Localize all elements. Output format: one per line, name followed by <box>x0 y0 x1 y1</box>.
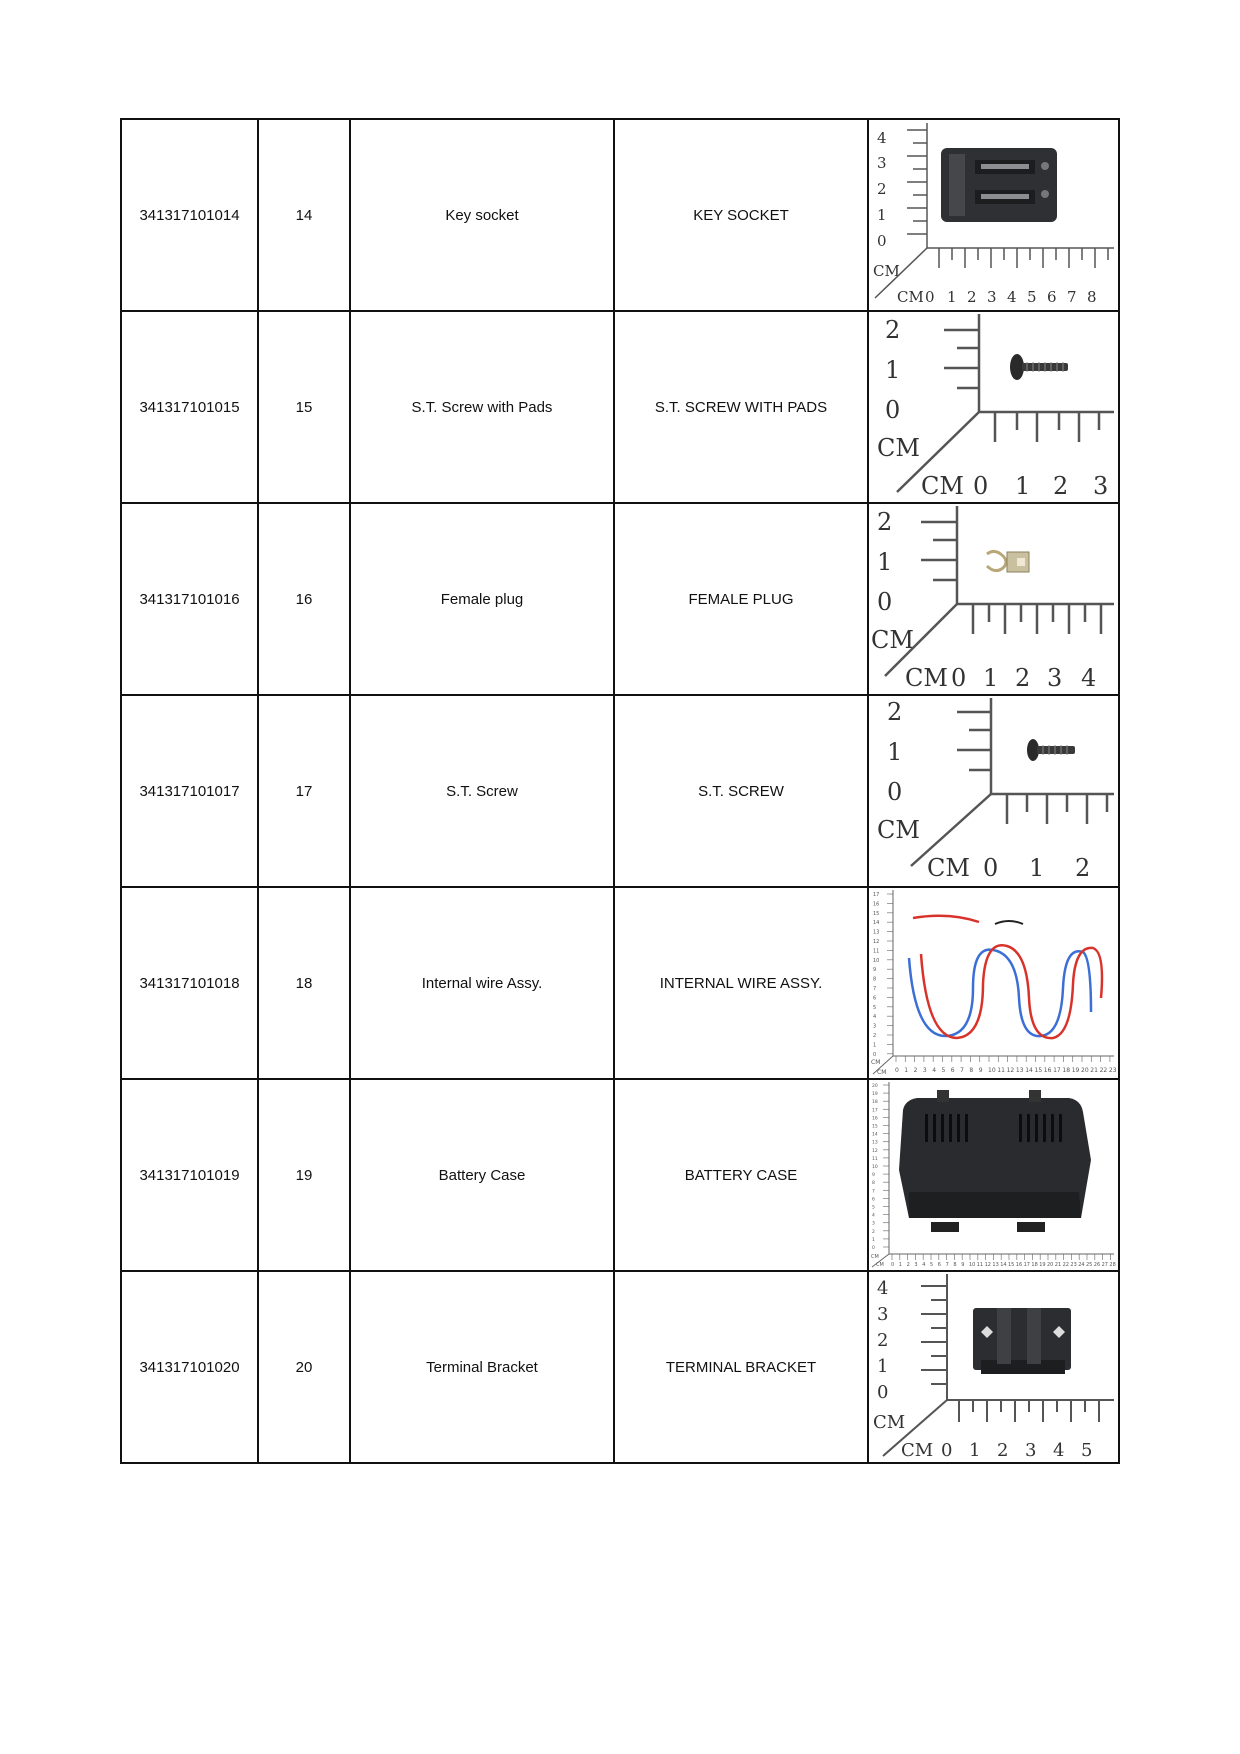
scale-label-x: 6 <box>937 1262 941 1268</box>
scale-label-x: 3 <box>1093 472 1109 500</box>
scale-label-x: 13 <box>992 1262 999 1268</box>
scale-label-y: 11 <box>873 948 880 955</box>
part-name: S.T. Screw with Pads <box>350 311 614 503</box>
scale-label-y: 13 <box>872 1140 878 1146</box>
scale-label-x: 10 <box>988 1067 996 1074</box>
scale-label-x: 14 <box>1025 1067 1033 1074</box>
scale-label-y: 2 <box>872 1229 875 1235</box>
scale-label-x: 2 <box>1015 664 1031 692</box>
scale-label-y: 0 <box>885 396 901 424</box>
table-row <box>121 503 1119 695</box>
scale-label-y: 8 <box>873 976 877 983</box>
scale-label-y: 0 <box>877 1382 889 1403</box>
table-row <box>121 695 1119 887</box>
scale-label-x: 1 <box>898 1262 902 1268</box>
part-name: Battery Case <box>350 1079 614 1271</box>
part-photo-cell <box>868 887 1119 1079</box>
scale-label-x: 28 <box>1109 1262 1116 1268</box>
scale-label-x: 3 <box>1047 664 1063 692</box>
scale-label-y: 6 <box>873 995 877 1002</box>
scale-label-y: 9 <box>873 967 877 974</box>
scale-label-y: 2 <box>877 508 893 536</box>
scale-label-y: 0 <box>872 1246 875 1251</box>
scale-unit-label: CM <box>873 1412 906 1433</box>
wire-part <box>909 916 1102 1038</box>
scale-label-x: 2 <box>906 1262 910 1268</box>
scale-label-y: 7 <box>872 1189 875 1195</box>
ruler <box>885 506 1114 676</box>
battery-case-photo <box>869 1080 1118 1270</box>
scale-label-x: 0 <box>973 472 989 500</box>
table-row <box>121 1079 1119 1271</box>
part-name-upper: TERMINAL BRACKET <box>614 1271 868 1463</box>
scale-unit-label: CM <box>873 262 900 280</box>
part-number: 16 <box>258 503 350 695</box>
scale-label-y: 9 <box>872 1173 875 1179</box>
terminal-bracket-part <box>973 1308 1071 1374</box>
scale-label-x: 21 <box>1090 1067 1098 1074</box>
part-name: Terminal Bracket <box>350 1271 614 1463</box>
scale-label-x: 9 <box>961 1262 965 1268</box>
part-name: Female plug <box>350 503 614 695</box>
scale-label-y: 3 <box>872 1221 875 1227</box>
scale-unit-label: CM <box>877 1069 887 1076</box>
scale-label-y: 3 <box>877 1304 889 1325</box>
scale-label-x: 7 <box>1067 288 1077 306</box>
scale-label-x: 0 <box>951 664 967 692</box>
scale-label-y: 1 <box>872 1237 875 1243</box>
part-name: Key socket <box>350 119 614 311</box>
scale-label-x: 18 <box>1031 1262 1038 1268</box>
scale-label-x: 10 <box>969 1262 976 1268</box>
ruler <box>911 698 1114 866</box>
scale-label-x: 23 <box>1070 1262 1077 1268</box>
scale-label-y: 19 <box>872 1092 878 1098</box>
scale-label-x: 19 <box>1071 1067 1080 1074</box>
st-screw-with-pads-photo <box>869 312 1118 502</box>
scale-label-y: 3 <box>873 1023 877 1030</box>
scale-label-x: 13 <box>1015 1067 1024 1074</box>
scale-label-x: 1 <box>969 1440 981 1461</box>
scale-unit-label: CM <box>897 288 924 306</box>
scale-label-x: 2 <box>997 1440 1009 1461</box>
female-plug-photo <box>869 504 1118 694</box>
scale-label-x: 5 <box>1081 1440 1093 1461</box>
scale-label-x: 23 <box>1108 1067 1117 1074</box>
scale-label-x: 12 <box>984 1262 991 1268</box>
scale-label-y: 0 <box>877 232 887 250</box>
key-socket-part <box>941 148 1057 222</box>
scale-unit-label: CM <box>905 664 948 692</box>
scale-label-x: 8 <box>953 1262 957 1268</box>
scale-label-y: 5 <box>873 1004 877 1011</box>
scale-label-y: 4 <box>873 1014 877 1021</box>
part-code: 341317101017 <box>121 695 258 887</box>
scale-label-y: 13 <box>873 929 880 936</box>
part-photo-cell <box>868 695 1119 887</box>
scale-label-y: 2 <box>885 316 901 344</box>
part-number: 19 <box>258 1079 350 1271</box>
scale-label-y: 12 <box>872 1148 878 1154</box>
scale-label-x: 4 <box>922 1262 926 1268</box>
scale-label-x: 3 <box>987 288 997 306</box>
scale-label-y: 7 <box>873 986 877 992</box>
scale-label-x: 1 <box>1029 854 1045 882</box>
scale-label-x: 5 <box>941 1067 946 1074</box>
screw-part <box>1027 739 1075 761</box>
scale-label-x: 0 <box>925 288 935 306</box>
scale-label-x: 4 <box>1007 288 1017 306</box>
terminal-bracket-photo <box>869 1272 1118 1462</box>
scale-unit-label: CM <box>877 816 920 844</box>
scale-unit-label: CM <box>871 1059 881 1066</box>
scale-label-x: 24 <box>1078 1262 1085 1268</box>
scale-label-y: 6 <box>872 1197 875 1203</box>
scale-label-x: 1 <box>1015 472 1031 500</box>
scale-label-x: 22 <box>1099 1067 1108 1074</box>
scale-label-y: 16 <box>872 1116 878 1122</box>
part-code: 341317101014 <box>121 119 258 311</box>
part-number: 20 <box>258 1271 350 1463</box>
scale-label-x: 5 <box>1027 288 1037 306</box>
part-name-upper: FEMALE PLUG <box>614 503 868 695</box>
scale-label-x: 11 <box>997 1067 1005 1074</box>
scale-label-x: 25 <box>1086 1262 1093 1268</box>
scale-label-x: 1 <box>947 288 957 306</box>
scale-label-x: 7 <box>960 1067 964 1074</box>
scale-unit-label: CM <box>871 1254 879 1260</box>
scale-label-y: 1 <box>877 1356 889 1377</box>
scale-label-y: 20 <box>872 1084 878 1089</box>
female-plug-part <box>987 551 1029 572</box>
scale-label-x: 7 <box>945 1262 949 1268</box>
scale-label-y: 1 <box>877 206 887 224</box>
scale-label-x: 0 <box>895 1067 899 1074</box>
scale-label-x: 12 <box>1006 1067 1015 1074</box>
scale-label-y: 14 <box>872 1132 878 1138</box>
scale-label-x: 15 <box>1034 1067 1043 1074</box>
scale-label-x: 3 <box>914 1262 918 1268</box>
part-number: 17 <box>258 695 350 887</box>
scale-unit-label: CM <box>871 626 914 654</box>
key-socket-photo <box>869 120 1118 310</box>
scale-label-x: 4 <box>1081 664 1097 692</box>
scale-label-y: 1 <box>885 356 901 384</box>
scale-label-x: 6 <box>1047 288 1057 306</box>
scale-label-x: 2 <box>1075 854 1091 882</box>
scale-label-y: 18 <box>872 1100 878 1106</box>
scale-label-y: 15 <box>873 910 880 917</box>
scale-label-x: 2 <box>967 288 977 306</box>
scale-label-y: 2 <box>877 1330 889 1351</box>
scale-label-y: 0 <box>873 1051 877 1058</box>
scale-label-x: 2 <box>1053 472 1069 500</box>
scale-label-y: 0 <box>887 778 903 806</box>
part-name-upper: S.T. SCREW WITH PADS <box>614 311 868 503</box>
scale-label-x: 16 <box>1043 1067 1052 1074</box>
scale-label-x: 17 <box>1053 1067 1061 1074</box>
scale-label-x: 11 <box>976 1262 984 1268</box>
part-name-upper: INTERNAL WIRE ASSY. <box>614 887 868 1079</box>
part-code: 341317101019 <box>121 1079 258 1271</box>
scale-label-y: 16 <box>873 901 880 908</box>
part-name-upper: S.T. SCREW <box>614 695 868 887</box>
ruler <box>897 314 1114 492</box>
part-code: 341317101018 <box>121 887 258 1079</box>
scale-label-x: 22 <box>1062 1262 1069 1268</box>
scale-unit-label: CM <box>901 1440 934 1461</box>
scale-label-y: 2 <box>877 180 887 198</box>
scale-label-x: 8 <box>969 1067 974 1074</box>
scale-label-y: 1 <box>877 548 893 576</box>
st-screw-photo <box>869 696 1118 886</box>
scale-label-y: 4 <box>872 1213 875 1219</box>
ruler <box>873 890 1114 1074</box>
table-row <box>121 311 1119 503</box>
scale-label-y: 4 <box>877 1278 889 1299</box>
scale-label-x: 17 <box>1023 1262 1030 1268</box>
scale-label-x: 19 <box>1039 1262 1046 1268</box>
scale-label-x: 3 <box>922 1067 927 1074</box>
part-code: 341317101016 <box>121 503 258 695</box>
part-code: 341317101020 <box>121 1271 258 1463</box>
scale-label-y: 2 <box>873 1033 877 1039</box>
scale-label-y: 2 <box>887 698 903 726</box>
scale-label-y: 1 <box>873 1042 877 1049</box>
part-code: 341317101015 <box>121 311 258 503</box>
scale-label-y: 1 <box>887 738 903 766</box>
part-photo-cell <box>868 1271 1119 1463</box>
scale-label-x: 3 <box>1025 1440 1037 1461</box>
scale-label-y: 10 <box>872 1165 878 1170</box>
scale-label-x: 6 <box>950 1067 955 1074</box>
part-photo-cell <box>868 503 1119 695</box>
scale-label-x: 16 <box>1015 1262 1023 1268</box>
scale-label-x: 4 <box>932 1067 937 1074</box>
scale-label-x: 1 <box>904 1067 909 1074</box>
scale-label-x: 14 <box>1000 1262 1007 1268</box>
scale-label-x: 2 <box>913 1067 918 1074</box>
part-number: 18 <box>258 887 350 1079</box>
scale-label-x: 0 <box>941 1440 953 1461</box>
part-name: Internal wire Assy. <box>350 887 614 1079</box>
part-photo-cell <box>868 119 1119 311</box>
part-photo-cell <box>868 311 1119 503</box>
table-row <box>121 119 1119 311</box>
scale-label-y: 0 <box>877 588 893 616</box>
part-name-upper: BATTERY CASE <box>614 1079 868 1271</box>
scale-label-x: 0 <box>983 854 999 882</box>
parts-table <box>120 118 1120 1464</box>
part-number: 14 <box>258 119 350 311</box>
scale-label-y: 10 <box>873 957 880 964</box>
screw-part <box>1010 354 1068 380</box>
scale-label-x: 18 <box>1062 1067 1071 1074</box>
part-photo-cell <box>868 1079 1119 1271</box>
scale-label-x: 9 <box>978 1067 983 1074</box>
scale-label-x: 20 <box>1047 1262 1054 1268</box>
scale-label-x: 4 <box>1053 1440 1065 1461</box>
scale-label-y: 17 <box>873 892 880 898</box>
scale-label-y: 17 <box>872 1108 878 1114</box>
scale-label-y: 8 <box>872 1181 875 1187</box>
scale-label-x: 0 <box>891 1262 895 1268</box>
scale-label-y: 5 <box>872 1205 875 1211</box>
scale-label-x: 27 <box>1101 1262 1108 1268</box>
scale-label-x: 20 <box>1081 1067 1089 1074</box>
part-name: S.T. Screw <box>350 695 614 887</box>
part-number: 15 <box>258 311 350 503</box>
scale-label-y: 15 <box>872 1124 878 1130</box>
table-row <box>121 887 1119 1079</box>
scale-label-y: 3 <box>877 154 887 172</box>
scale-label-x: 26 <box>1093 1262 1101 1268</box>
battery-case-part <box>899 1090 1091 1232</box>
scale-label-x: 21 <box>1054 1262 1062 1268</box>
scale-unit-label: CM <box>927 854 970 882</box>
scale-unit-label: CM <box>921 472 964 500</box>
scale-label-x: 15 <box>1008 1262 1015 1268</box>
scale-unit-label: CM <box>876 1262 884 1268</box>
scale-label-x: 5 <box>930 1262 934 1268</box>
part-name-upper: KEY SOCKET <box>614 119 868 311</box>
scale-label-y: 12 <box>873 939 880 945</box>
scale-label-y: 4 <box>877 129 887 147</box>
scale-label-y: 14 <box>873 920 880 927</box>
table-row <box>121 1271 1119 1463</box>
scale-unit-label: CM <box>877 434 920 462</box>
scale-label-x: 1 <box>983 664 999 692</box>
scale-label-x: 8 <box>1087 288 1097 306</box>
internal-wire-assy-photo <box>869 888 1118 1078</box>
scale-label-y: 11 <box>872 1156 878 1162</box>
